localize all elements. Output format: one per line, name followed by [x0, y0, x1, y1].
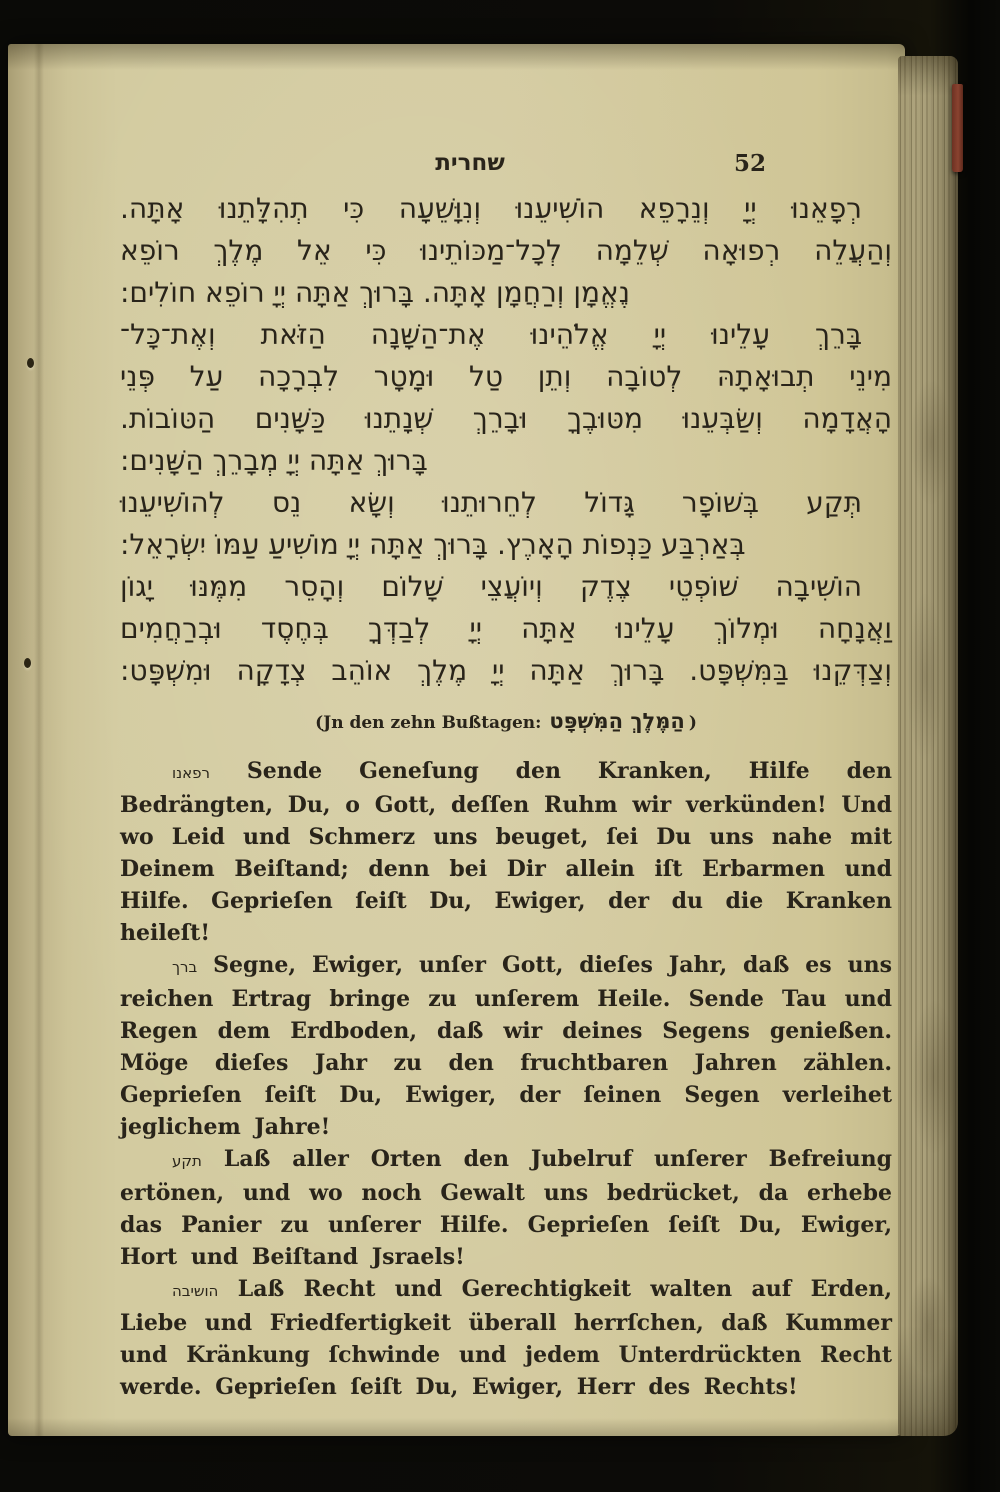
hebrew-line: הוֹשִׁיבָה שׁוֹפְטֵי צֶדֶק וְיוֹעֲצֵי שָׁלוֹם וְהָסֵר מִמֶּנּוּ יָגוֹן [120, 570, 862, 603]
hebrew-line: נֶאֱמָן וְרַחֲמָן אָתָּה. בָּרוּךְ אַתָּה יְיָ רוֹפֵא חוֹלִים: [120, 276, 630, 309]
binding-stitch-hole [27, 358, 34, 368]
hebrew-line: הָאֲדָמָה וְשַׂבְּעֵנוּ מִטּוּבֶךָ וּבָרֵךְ שְׁנָתֵנוּ כַּשָּׁנִים הַטּוֹבוֹת. [120, 402, 892, 435]
instruction-german-label: (Jn den zehn Bußtagen: [315, 713, 542, 733]
hebrew-line: בְּאַרְבַּע כַּנְפוֹת הָאָרֶץ. בָּרוּךְ אַתָּה יְיָ מוֹשִׁיעַ עַמּוֹ יִשְׂרָאֵל: [120, 528, 746, 561]
instruction-line [120, 706, 892, 739]
fore-edge-mottling [898, 56, 958, 1436]
german-paragraph [120, 949, 892, 1143]
page-number: 52 [733, 150, 766, 177]
binding-gutter-shadow [34, 44, 44, 1436]
hebrew-prayer-block [120, 188, 892, 692]
book-page [8, 44, 905, 1436]
section-title: שחרית [435, 150, 505, 176]
hebrew-line: וְהַעֲלֵה רְפוּאָה שְׁלֵמָה לְכָל־מַכּוֹתֵינוּ כִּי אֵל מֶלֶךְ רוֹפֵא [120, 234, 892, 267]
paragraph-hebrew-keyword: רפאנו [172, 764, 210, 782]
running-header [120, 148, 892, 180]
paragraph-hebrew-keyword: ברך [172, 958, 198, 976]
hebrew-line: בָּרוּךְ אַתָּה יְיָ מְבָרֵךְ הַשָּׁנִים: [120, 444, 428, 477]
paragraph-hebrew-keyword: תקע [172, 1152, 202, 1170]
hebrew-line: רְפָאֵנוּ יְיָ וְנֵרָפֵא הוֹשִׁיעֵנוּ וְנִוָּשֵׁעָה כִּי תְהִלָּתֵנוּ אָתָּה. [120, 192, 862, 225]
german-paragraph-text: Segne, Ewiger, unſer Gott, dieſes Jahr, daß es uns reichen Ertrag bringe zu unſerem Heile. Sende Tau und Regen dem Erdboden, daß wir deines Segens genießen. Möge dieſes Jahr zu den fruchtbaren Jahren zählen. Geprieſen ſeiſt Du, Ewiger, der ſeinen Segen verleihet jeglichem Jahre! [120, 952, 892, 1140]
instruction-hebrew-insert: הַמֶּלֶךְ הַמִּשְׁפָּט [549, 709, 685, 733]
german-paragraph [120, 1143, 892, 1273]
instruction-close-paren: ) [688, 713, 697, 733]
german-paragraph [120, 755, 892, 949]
page-content [120, 148, 892, 1403]
fore-edge-page-stack [898, 56, 958, 1436]
german-paragraph-text: Laß Recht und Gerechtigkeit walten auf Erden, Liebe und Friedfertigkeit überall herrſchen, daß Kummer und Kränkung ſchwinde und jedem Unterdrückten Recht werde. Geprieſen ſeiſt Du, Ewiger, Herr des Rechts! [120, 1276, 892, 1400]
paragraph-hebrew-keyword: הושיבה [172, 1282, 219, 1300]
hebrew-line: וְצַדְּקֵנוּ בַּמִּשְׁפָּט. בָּרוּךְ אַתָּה יְיָ מֶלֶךְ אוֹהֵב צְדָקָה וּמִשְׁפָּט: [120, 654, 892, 687]
german-paragraph-text: Laß aller Orten den Jubelruf unſerer Befreiung ertönen, und wo noch Gewalt uns bedrücket, da erhebe das Panier zu unſerer Hilfe. Geprieſen ſeiſt Du, Ewiger, Hort und Beiſtand Jsraels! [120, 1146, 892, 1270]
german-translation-block [120, 755, 892, 1403]
binding-stitch-hole [24, 658, 31, 668]
german-paragraph-text: Sende Geneſung den Kranken, Hilfe den Bedrängten, Du, o Gott, deſſen Ruhm wir verkünden! Und wo Leid und Schmerz uns beuget, ſei Du uns nahe mit Deinem Beiſtand; denn bei Dir allein iſt Erbarmen und Hilfe. Geprieſen ſeiſt Du, Ewiger, der du die Kranken heileſt! [120, 758, 892, 946]
bookmark-ribbon [952, 84, 963, 172]
hebrew-line: תְּקַע בְּשׁוֹפָר גָּדוֹל לְחֵרוּתֵנוּ וְשָׂא נֵס לְהוֹשִׁיעֵנוּ [120, 486, 862, 519]
german-paragraph [120, 1273, 892, 1403]
hebrew-line: וַאֲנָחָה וּמְלוֹךְ עָלֵינוּ אַתָּה יְיָ לְבַדְּךָ בְּחֶסֶד וּבְרַחֲמִים [120, 612, 892, 645]
hebrew-line: מִינֵי תְבוּאָתָהּ לְטוֹבָה וְתֵן טַל וּמָטָר לִבְרָכָה עַל פְּנֵי [120, 360, 892, 393]
hebrew-line: בָּרֵךְ עָלֵינוּ יְיָ אֱלֹהֵינוּ אֶת־הַשָּׁנָה הַזֹּאת וְאֶת־כָּל־ [120, 318, 862, 351]
